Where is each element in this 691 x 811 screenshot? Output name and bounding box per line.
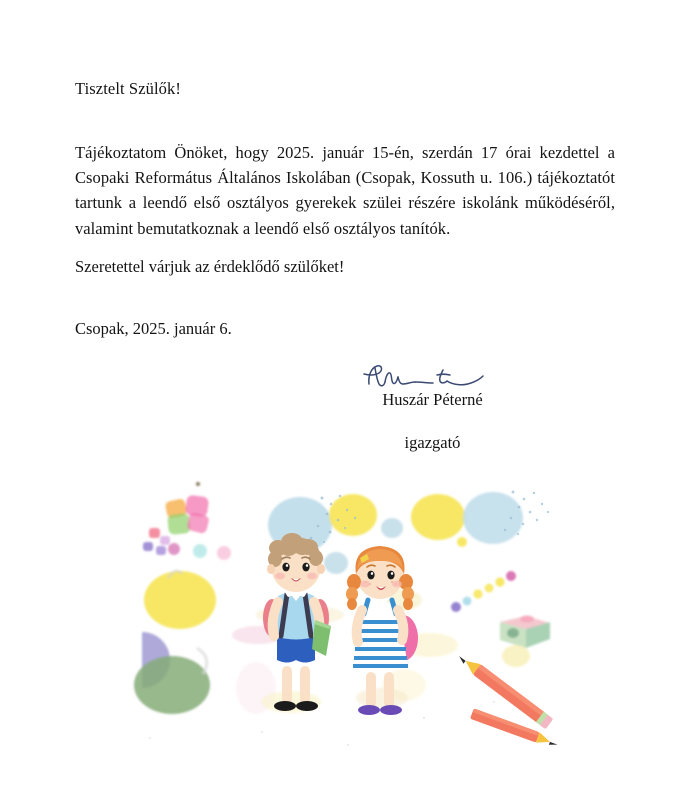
signature-block [325, 362, 540, 454]
girl-shoe-right [380, 705, 402, 715]
pencil-sharpener-icon [500, 616, 550, 668]
boy-eye-left [282, 563, 289, 572]
body-paragraph: Tájékoztatom Önöket, hogy 2025. január 15-én, szerdán 17 órai kezdettel a Csopaki Református Általános Iskolában (Csopak, Kossuth u. 106.) tájékoztatót tartunk a leendő első osztályos gyerekek szülei részére iskolánk működéséről, valamint bemutatkoznak a leendő első osztályos tanítók. [75, 143, 615, 238]
boy-eye-right [302, 563, 309, 572]
date-line: Csopak, 2025. január 6. [75, 318, 232, 338]
girl-shoe-left [358, 705, 380, 715]
signature-name: Huszár Péterné [382, 390, 483, 409]
handwritten-signature-icon [325, 362, 540, 392]
girl-eye-left [367, 571, 374, 580]
girl-eye-right [387, 571, 394, 580]
school-children-illustration [0, 470, 691, 800]
pencil-icon-large [455, 651, 559, 750]
girl-braid-left [346, 574, 361, 610]
boy-shoe-right [296, 701, 318, 711]
letter-body [75, 78, 615, 340]
closing-line: Szeretettel várjuk az érdeklődő szülőket! [75, 256, 345, 276]
dot-trail [451, 571, 516, 612]
signature-role: igazgató [404, 433, 461, 453]
salutation: Tisztelt Szülők! [75, 79, 181, 98]
paper-speckles [149, 701, 495, 746]
boy-shoe-left [274, 701, 296, 711]
